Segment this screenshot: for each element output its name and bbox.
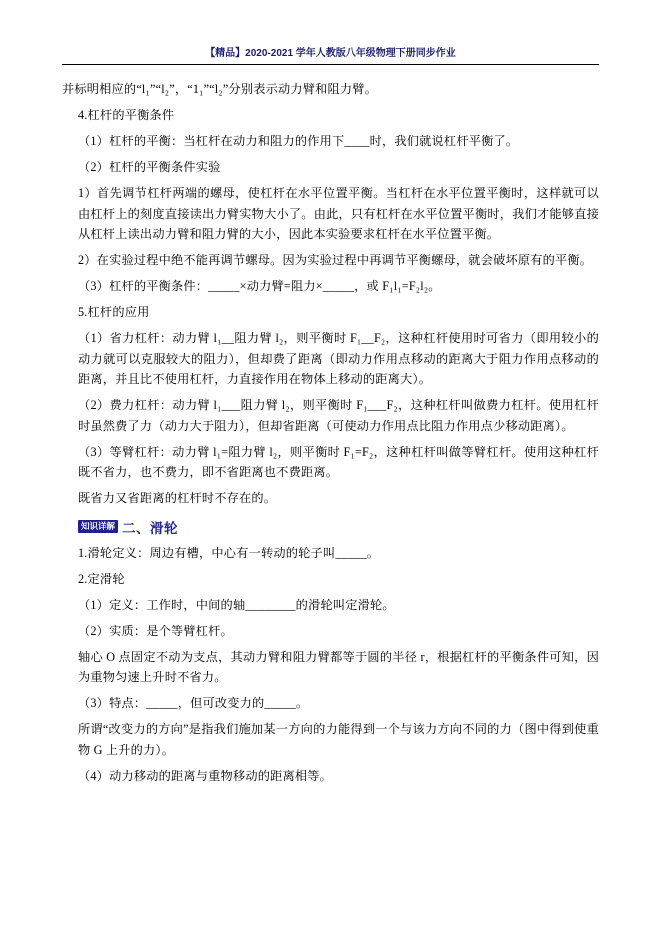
knowledge-detail-badge: 知识详解 [78, 520, 118, 533]
paragraph: （1）定义：工作时，中间的轴________的滑轮叫定滑轮。 [78, 597, 395, 612]
paragraph: 2.定滑轮 [78, 571, 125, 586]
section-title: 二、滑轮 [122, 520, 179, 536]
paragraph: （3）特点：_____，但可改变力的_____。 [78, 696, 309, 710]
paragraph: （3）等臂杠杆：动力臂 l₁=阻力臂 l₂，则平衡时 F₁=F₂，这种杠杆叫做等臂杠杆。使用这种杠杆既不省力，也不费力，即不省距离也不费距离。 [78, 444, 599, 479]
paragraph: 轴心 O 点固定不动为支点，其动力臂和阻力臂都等于圆的半径 r，根据杠杆的平衡条件可知，因为重物匀速上升时不省力。 [78, 649, 599, 684]
paragraph: （1）省力杠杆：动力臂 l₁__阻力臂 l₂，则平衡时 F₁__F₂，这种杠杆使用时可省力（即用较小的动力就可以克服较大的阻力），但却费了距离（即动力作用点移动的距离大于阻力作用点移动的距离，并且比不使用杠杆，力直接作用在物体上移动的距离大）。 [78, 331, 599, 386]
paragraph: 4.杠杆的平衡条件 [78, 108, 175, 122]
paragraph: 2）在实验过程中绝不能再调节螺母。因为实验过程中再调节平衡螺母，就会破坏原有的平衡。 [78, 253, 593, 267]
paragraph: （2）费力杠杆：动力臂 l₁___阻力臂 l₂，则平衡时 F₁___F₂，这种杠杆叫做费力杠杆。使用杠杆时虽然费了力（动力大于阻力），但却省距离（可使动力作用点比阻力作用点少移动距离）。 [78, 398, 599, 433]
paragraph: 并标明相应的“l₁”“l₂”，“1₁”“l₂”分别表示动力臂和阻力臂。 [62, 82, 378, 96]
paragraph: 1.滑轮定义：周边有槽，中心有一转动的轮子叫_____。 [78, 545, 380, 560]
document-content [62, 44, 599, 792]
paragraph: 1）首先调节杠杆两端的螺母，使杠杆在水平位置平衡。当杠杆在水平位置平衡时，这样就可以由杠杆上的刻度直接读出力臂实物大小了。由此，只有杠杆在水平位置平衡时，我们才能够直接从杠杆上读出动力臂和阻力臂的大小，因此本实验要求杠杆在水平位置平衡。 [78, 186, 599, 241]
paragraph: （4）动力移动的距离与重物移动的距离相等。 [78, 768, 333, 783]
section-heading [78, 517, 599, 537]
paragraph: 5.杠杆的应用 [78, 305, 150, 319]
page-header: 【精品】2020-2021 学年人教版八年级物理下册同步作业 [205, 48, 456, 59]
paragraph: （2）实质：是个等臂杠杆。 [78, 623, 233, 638]
paragraph: 既省力又省距离的杠杆时不存在的。 [78, 491, 277, 505]
paragraph: （2）杠杆的平衡条件实验 [78, 160, 221, 174]
header-divider [62, 64, 599, 65]
paragraph: （1）杠杆的平衡：当杠杆在动力和阻力的作用下____时，我们就说杠杆平衡了。 [78, 134, 519, 148]
paragraph: （3）杠杆的平衡条件：_____×动力臂=阻力×_____，或 F₁l₁=F₂l₂。 [78, 279, 441, 293]
paragraph: 所谓“改变力的方向”是指我们施加某一方向的力能得到一个与该力方向不同的力（图中得到使重物 G 上升的力）。 [78, 722, 599, 757]
